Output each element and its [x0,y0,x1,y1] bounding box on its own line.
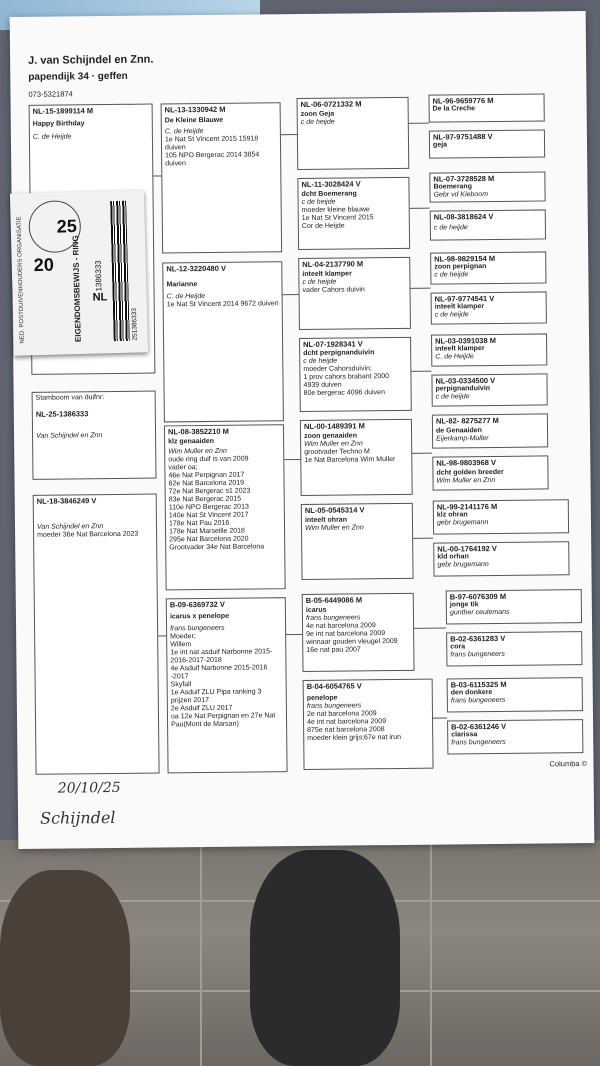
gen3-box-0: NL-06-0721332 M zoon Geja c de heijde [297,97,410,170]
tag-ring-number: 1386333 [93,260,104,292]
connector-line [410,208,430,209]
gen2-box-3: B-09-6369732 V icarus x penelope frans bungeneers Moeder; Willem 1e int nat asduif Narbonne 2015-2016-2017-2018 4e Asduif Narbonne 2015-2016 -2017 Skyfall 1e Asduif ZLU Pipa ranking 3 prijzen 2017 2e Asduif ZLU 2017 oa 12e Nat Perpignan en 27e Nat Pau(Mont de Marsan) [166,597,288,773]
tag-year-bottom: 25 [56,216,78,237]
barcode [110,201,130,341]
org-text: NED. POSTDUIVENHOUDERS ORGANISATIE [16,216,26,344]
gen3-box-3: NL-07-1928341 V dcht perpignanduivin c de heijde moeder Cahorsduivin; 1 prov cahors brabant 2000 4939 duiven 80e bergerac 4096 duiven [299,337,412,412]
father-box: NL-15-1899114 M Happy Birthday C. de Heijde [29,104,156,375]
connector-line [414,628,446,629]
connector-line [153,175,161,176]
gen2-box-0: NL-13-1330942 M De Kleine Blauwe C. de Heijde 1e Nat St Vincent 2015 15918 duiven 105 NPO Bergerac 2014 3854 duiven [161,102,283,253]
gen4-box-9: NL-98-9803968 V dcht golden breeder Wim Muller en Znn [432,455,548,490]
gen4-box-0: NL-96-9659776 M De la Creche [428,93,544,122]
connector-line [281,134,297,135]
connector-line [409,123,429,124]
connector-line [413,538,433,539]
gen4-box-11: NL-00-1764192 V kld orhan gebr brugemann [433,541,569,576]
barcode-number: 251386333 [130,307,139,341]
gen2-box-1: NL-12-3220480 V Marianne C. de Heijde 1e Nat St Vincent 2014 9672 duiven [162,261,284,422]
subject-box: Stamboom van duifnr: NL-25-1386333 Van Schijndel en Znn [32,391,157,480]
connector-line [283,294,299,295]
gen3-box-4: NL-00-1489391 M zoon genaaiden Wim Muller en Znn grootvader Techno M 1e Nat Barcelona Wim Muller [300,419,413,496]
ownership-ring-card [10,190,148,355]
gen4-box-10: NL-99-2141176 M klz ohran gebr brugemann [433,499,569,534]
gen2-box-2: NL-08-3852210 M klz genaaiden Wim Muller en Znn oude ring duif is van 2009 vader oa; 46e Nat Perpignan 2017 62e Nat Barcelona 2019 72e Nat Bergerac s1 2023 83e Nat Bergerac 2015 110e NPO Bergerac 2013 140e Nat St Vincent 2017 178e Nat Pau 2016 178e Nat Marseille 2018 295e Nat Barcelona 2020 Grootvader 34e Nat Barcelona [164,424,286,590]
connector-line [284,459,300,460]
floor-tiles [0,840,600,1066]
gen4-box-14: B-03-6115325 M den donkere frans bungeneers [447,677,583,712]
gen4-box-15: B-02-6361246 V clarissa frans bungeneers [447,719,583,754]
handwritten-date: 20/10/25 [57,779,121,797]
connector-line [411,371,431,372]
breeder-address: papendijk 34 · geffen [28,70,128,83]
gen4-box-12: B-97-6076309 M jonge tik gunther ceulemans [446,589,582,624]
gen4-box-7: NL-03-0334500 V perpignanduivin c de heijde [431,373,547,406]
gen3-box-1: NL-11-3028424 V dcht Boemerang c de heijde moeder kleine blauwe 1e Nat St Vincent 2015 Cor de Heijde [297,177,410,250]
subject-ring: NL-25-1386333 [35,409,89,419]
gen3-box-5: NL-05-0545314 V inteelt ohran Wim Muller en Znn [301,503,414,580]
columba-brand: Columba © [549,759,588,769]
gen4-box-8: NL-82- 8275277 M de Genaaiden Eijerkamp-Muller [432,413,548,448]
gen4-box-4: NL-98-9829154 M zoon perpignan c de heijde [430,251,546,284]
mother-box: NL-18-3846249 V Van Schijndel en Znn moeder 36e Nat Barcelona 2023 [33,494,160,775]
gen3-box-7: B-04-6054765 V penelope frans bungeneers 2e nat barcelona 2009 4e int nat barcelona 2009 875e nat barcelona 2008 moeder klein grijs;67e nat irun [303,679,434,770]
connector-line [433,717,447,718]
gen3-box-6: B-05-6449086 M icarus frans bungeneers 4e nat barcelona 2009 9e int nat barcelona 2009 winnaar gouden vleugel 2009 16e nat pau 2007 [302,593,415,672]
breeder-phone: 073-5321874 [28,89,73,99]
left-foot [0,870,130,1066]
stamboom-label: Stamboom van duifnr: [35,394,105,402]
connector-line [412,453,432,454]
connector-line [286,634,302,635]
gen4-box-3: NL-08-3818624 V c de heijde [430,209,546,240]
handwritten-signature: Schijndel [39,807,116,828]
connector-line [158,635,166,636]
gen4-box-2: NL-07-3728528 M Boemerang Gebr vd Kieboom [429,171,545,202]
gen4-box-13: B-02-6361283 V cora frans bungeneers [446,631,582,666]
gen3-box-2: NL-04-2137790 M inteelt klamper c de heijde vader Cahors duivin [298,257,411,330]
connector-line [411,288,431,289]
breeder-name: J. van Schijndel en Znn. [28,53,154,67]
tag-country: NL [92,291,108,304]
right-foot [250,850,400,1066]
gen4-box-6: NL-03-0391038 M inteelt klamper C. de Heijde [431,333,547,366]
tag-year-top: 20 [33,254,55,276]
tag-vertical-label: EIGENDOMSBEWIJS - RING [71,235,83,343]
gen4-box-1: NL-97-9751488 V geja [429,129,545,158]
pedigree-sheet [10,11,595,849]
gen4-box-5: NL-97-9774541 V inteelt klamper c de heijde [431,291,547,324]
